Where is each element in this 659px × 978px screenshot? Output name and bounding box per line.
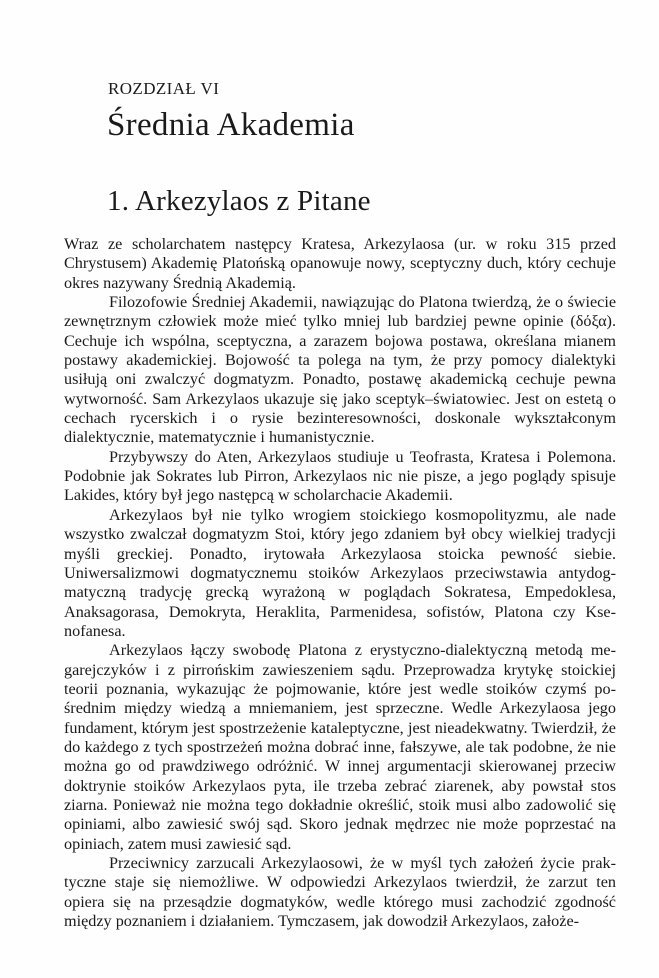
paragraph: Arkezylaos był nie tylko wrogiem stoickiego kosmopolityzmu, ale nade wszystko zwalczał dogmatyzm Stoi, który jego zdaniem był obcy wielkiej tradycji myśli greckiej. Ponadto, irytowała Arkezylaosa stoicka pewność siebie. Uniwersalizmowi dogmatycznemu stoików Arkezylaos przeciwstawia antydogmatyczną tradycję grecką wyrażoną w poglądach Sokratesa, Empedoklesa, Anaksagorasa, Demokryta, Heraklita, Parmenidesa, sofistów, Platona czy Ksenofanesa.	[64, 505, 616, 640]
paragraph: Wraz ze scholarchatem następcy Kratesa, Arkezylaosa (ur. w roku 315 przed Chrystusem) Akademię Platońską opanowuje nowy, sceptyczny duch, który cechuje okres nazywany Średnią Akademią.	[64, 235, 616, 292]
chapter-label: ROZDZIAŁ VI	[108, 79, 220, 98]
paragraph: Przeciwnicy zarzucali Arkezylaosowi, że w myśl tych założeń życie praktyczne staje się niemożliwe. W odpowiedzi Arkezylaos twierdził, że zarzut ten opiera się na przesądzie dogmatyków, wedle którego musi zachodzić zgodność między poznaniem i działaniem. Tymczasem, jak dowodził Arkezylaos, założe-	[64, 854, 616, 931]
body-text	[64, 235, 616, 931]
paragraph: Filozofowie Średniej Akademii, nawiązując do Platona twierdzą, że o świecie zewnętrznym człowiek może mieć tylko mniej lub bardziej pewne opinie (δόξα). Cechuje ich wspólna, sceptyczna, a zarazem bojowa postawa, określana mianem postawy akademickiej. Bojowość ta polega na tym, że przy pomocy dialektyki usiłują oni zwalczyć dogmatyzm. Ponadto, postawę akademicką cechuje pewna wytworność. Sam Arkezylaos ukazuje się jako sceptyk–światowiec. Jest on estetą o cechach rycerskich i o rysie bezinteresowności, doskonale wykształconym dialektycznie, matematycznie i humanistycznie.	[64, 293, 616, 447]
paragraph: Arkezylaos łączy swobodę Platona z erystyczno-dialektyczną metodą megarejczyków i z pirrońskim zawieszeniem sądu. Przeprowadza krytykę stoickiej teorii poznania, wykazując że pojmowanie, które jest wedle stoików czymś pośrednim między wiedzą a mniemaniem, jest sprzeczne. Wedle Arkezylaosa jego fundament, którym jest spostrzeżenie kataleptyczne, jest nieadekwatny. Twierdził, że do każdego z tych spostrzeżeń można dobrać inne, fałszywe, ale tak podobne, że nie można go od prawdziwego odróżnić. W innej argumentacji skierowanej przeciw doktrynie stoików Arkezylaos pyta, ile trzeba zebrać ziarenek, aby powstał stos ziarna. Ponieważ nie można tego dokładnie określić, stoik musi albo zadowolić się opiniami, albo zawiesić swój sąd. Skoro jednak mędrzec nie może poprzestać na opiniach, zatem musi zawiesić sąd.	[64, 641, 616, 853]
section-title: 1. Arkezylaos z Pitane	[107, 185, 371, 217]
paragraph: Przybywszy do Aten, Arkezylaos studiuje u Teofrasta, Kratesa i Polemona. Podobnie jak Sokrates lub Pirron, Arkezylaos nic nie pisze, a jego poglądy spisuje Lakides, który był jego następcą w scholarchacie Akademii.	[64, 447, 616, 505]
chapter-title: Średnia Akademia	[107, 107, 355, 143]
